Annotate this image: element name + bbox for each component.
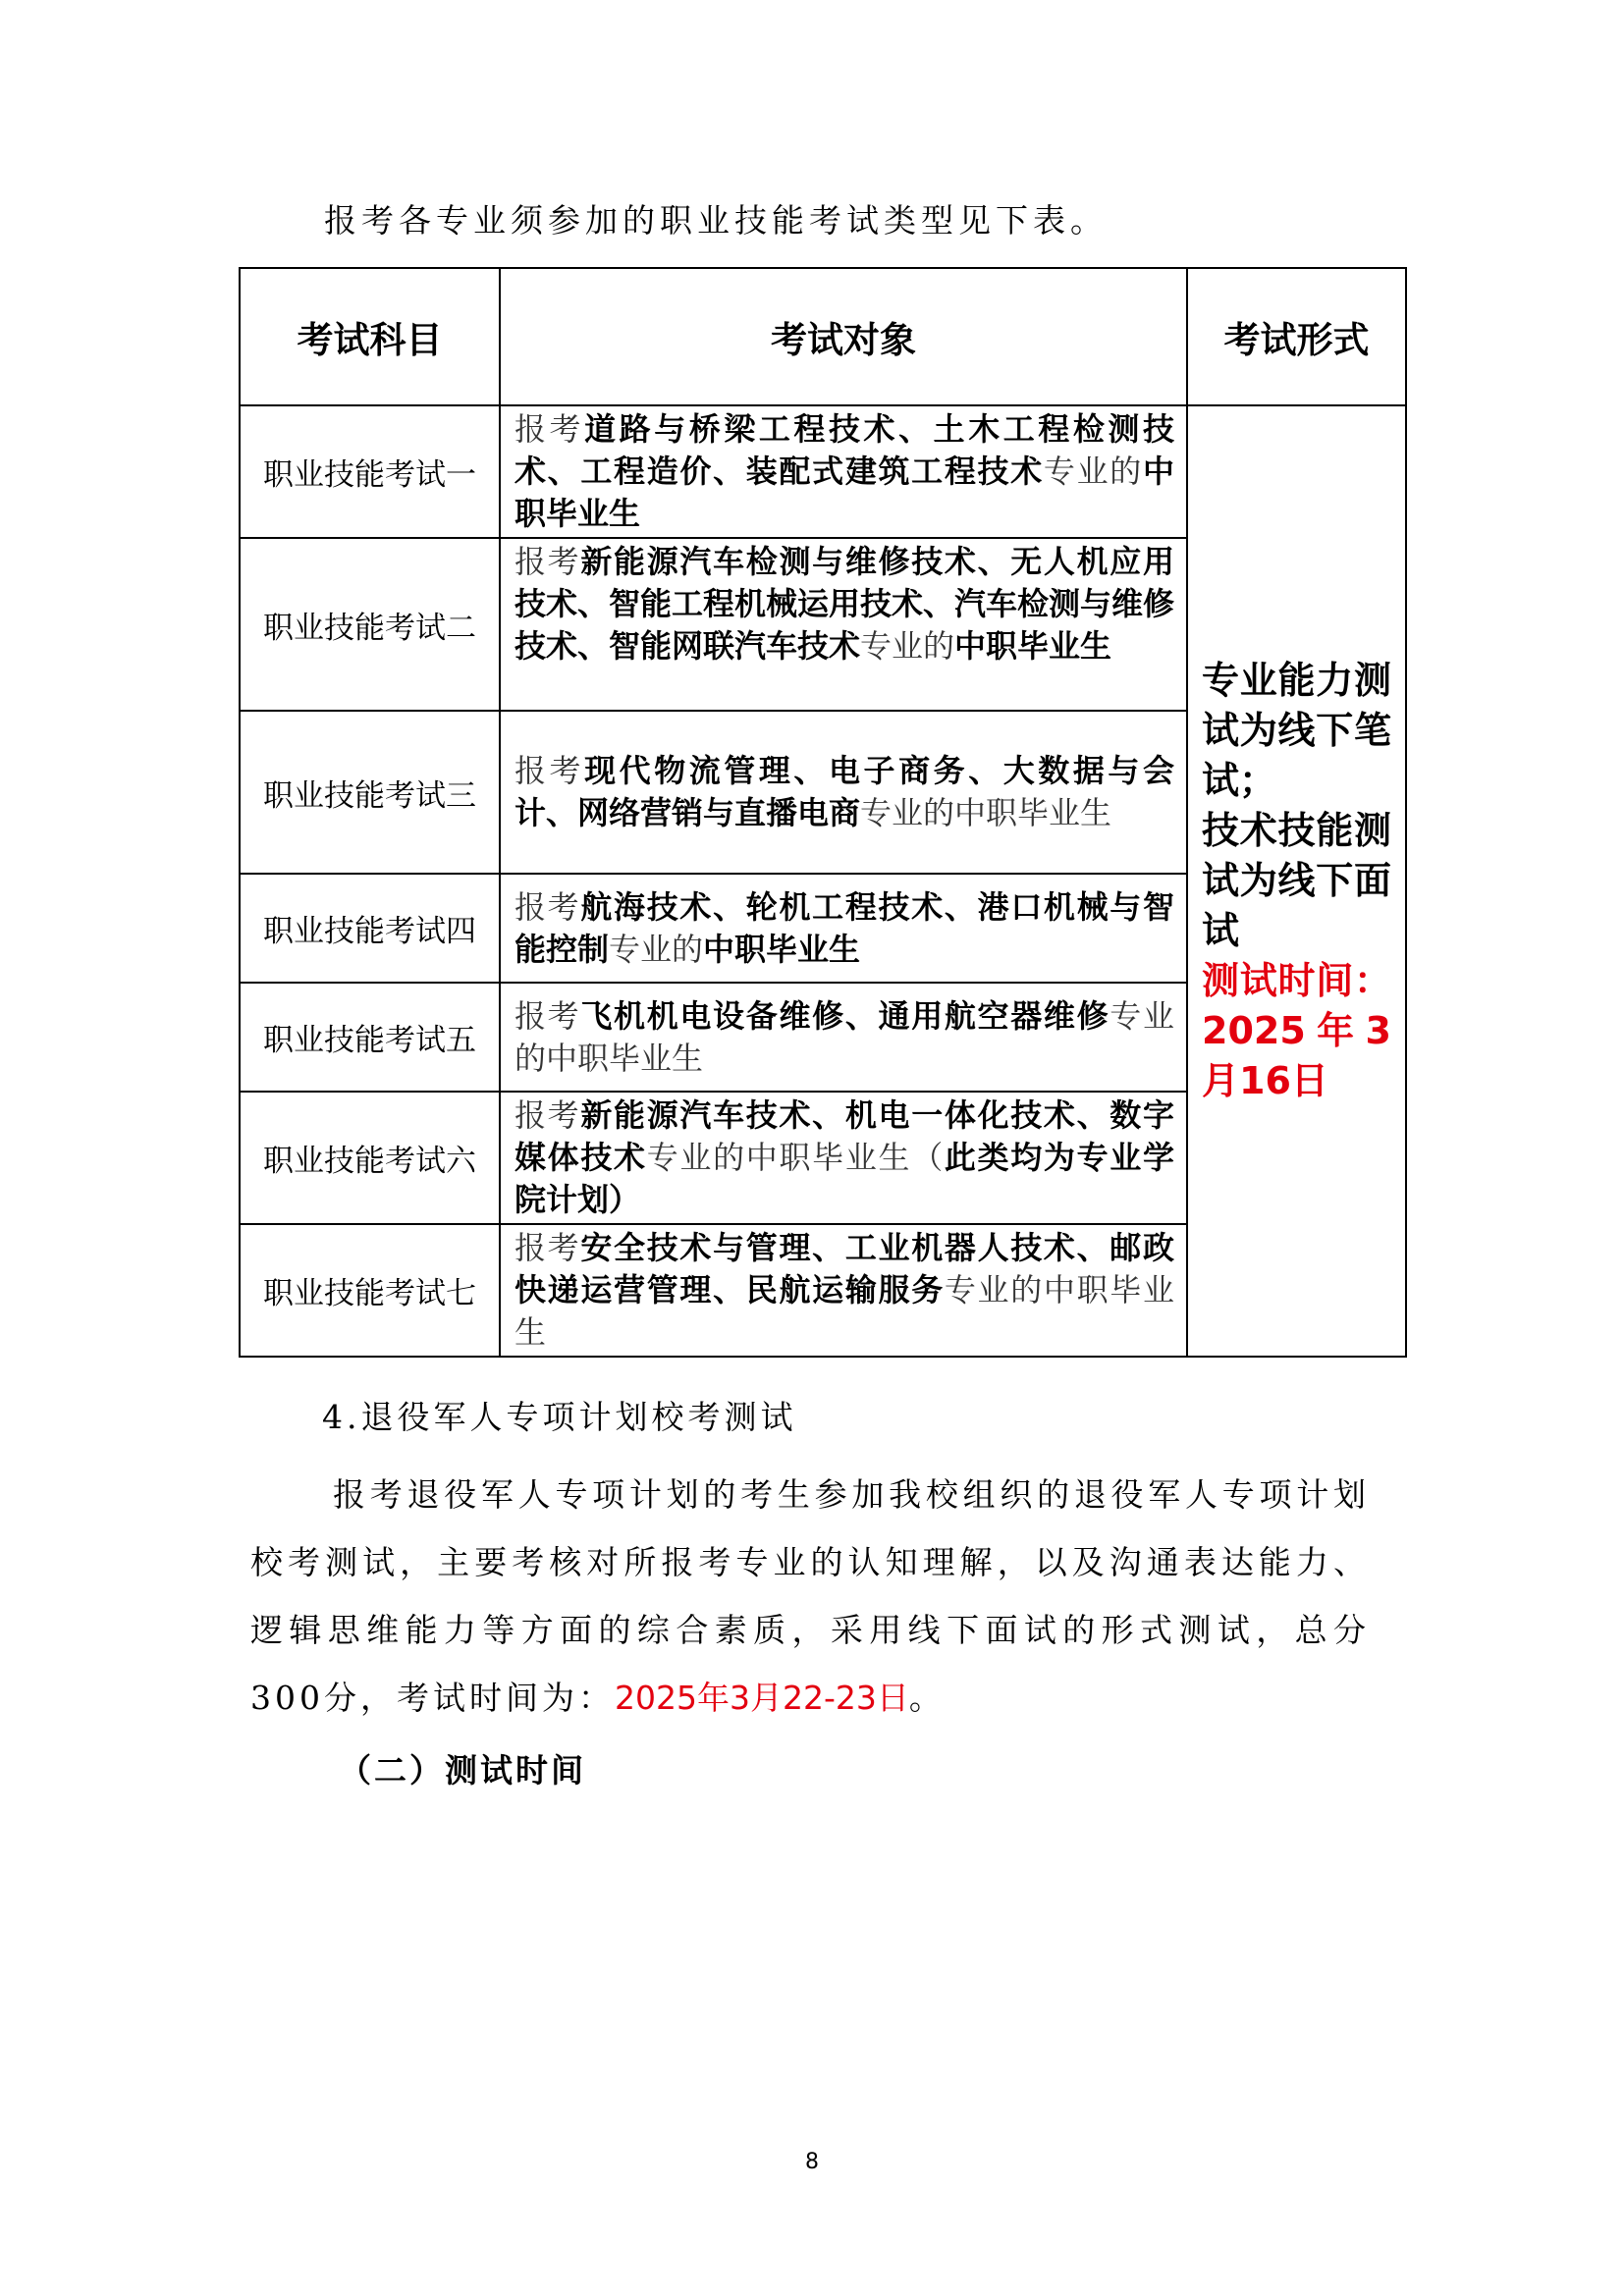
target-majors: 新能源汽车技术、机电一体化技术、数字媒体技术: [514, 1096, 1174, 1176]
target-prefix: 报考: [514, 543, 581, 580]
target-suffix: 专业的: [609, 930, 704, 968]
target-suffix: 专业的中职毕业生: [514, 1271, 1174, 1351]
target-prefix: 报考: [514, 1096, 581, 1134]
exam-target: [500, 405, 1187, 538]
target-majors: 飞机机电设备维修、通用航空器维修: [580, 996, 1110, 1035]
target-suffix: 专业的: [860, 627, 955, 665]
target-prefix: 报考: [514, 996, 581, 1035]
target-tail: 中职毕业生: [703, 930, 861, 968]
target-prefix: 报考: [514, 752, 585, 789]
section-two-heading: （二）测试时间: [339, 1751, 586, 1789]
paragraph-end: 。: [908, 1679, 946, 1717]
header-form: 考试形式: [1187, 268, 1406, 405]
table-header-row: [240, 268, 1406, 405]
target-tail: 此类均为专业学院计划）: [514, 1139, 1174, 1218]
target-prefix: 报考: [514, 887, 581, 926]
exam-target: [500, 538, 1187, 711]
target-majors: 道路与桥梁工程技术、土木工程检测技术、工程造价、装配式建筑工程技术: [514, 410, 1174, 490]
target-suffix: 专业的中职毕业生: [514, 996, 1174, 1077]
exam-subject: 职业技能考试七: [240, 1224, 500, 1357]
target-tail: 中职毕业生: [954, 627, 1112, 665]
target-majors: 新能源汽车检测与维修技术、无人机应用技术、智能工程机械运用技术、汽车检测与维修技术、智能网联汽车技术: [514, 543, 1175, 665]
exam-subject: 职业技能考试一: [240, 405, 500, 538]
target-suffix: 专业的中职毕业生（: [646, 1139, 945, 1176]
section-4-heading: 4.退役军人专项计划校考测试: [322, 1398, 797, 1436]
exam-target: [500, 711, 1187, 874]
page-number: 8: [805, 2150, 819, 2174]
section-4-paragraph: [250, 1461, 1370, 1732]
target-prefix: 报考: [514, 1229, 581, 1266]
exam-subject: 职业技能考试五: [240, 983, 500, 1092]
form-written-test: 专业能力测试为线下笔试；: [1202, 659, 1391, 802]
table-row: [240, 405, 1406, 538]
intro-text: 报考各专业须参加的职业技能考试类型见下表。: [324, 201, 1108, 240]
exam-target: [500, 983, 1187, 1092]
target-majors: 安全技术与管理、工业机器人技术、邮政快递运营管理、民航运输服务: [514, 1229, 1174, 1308]
exam-form-cell: [1187, 405, 1406, 1357]
exam-subject: 职业技能考试四: [240, 874, 500, 983]
exam-target: [500, 1092, 1187, 1224]
header-subject: 考试科目: [240, 268, 500, 405]
target-suffix: 专业的中职毕业生: [860, 794, 1112, 831]
target-prefix: 报考: [514, 410, 585, 448]
target-suffix: 专业的: [1043, 453, 1143, 490]
target-tail: 中职毕业生: [514, 453, 1174, 532]
exam-type-table: [239, 267, 1407, 1358]
exam-subject: 职业技能考试六: [240, 1092, 500, 1224]
exam-target: [500, 1224, 1187, 1357]
exam-date: 2025年3月22-23日: [615, 1679, 909, 1717]
exam-subject: 职业技能考试二: [240, 538, 500, 711]
exam-subject: 职业技能考试三: [240, 711, 500, 874]
form-interview-test: 技术技能测试为线下面试: [1202, 809, 1391, 952]
exam-target: [500, 874, 1187, 983]
header-target: 考试对象: [500, 268, 1187, 405]
form-test-time: 测试时间：2025年3月16日: [1202, 959, 1391, 1102]
target-majors: 现代物流管理、电子商务、大数据与会计、网络营销与直播电商: [514, 752, 1174, 831]
target-majors: 航海技术、轮机工程技术、港口机械与智能控制: [514, 887, 1174, 968]
paragraph-main-text: 报考退役军人专项计划的考生参加我校组织的退役军人专项计划校考测试，主要考核对所报考专业的认知理解，以及沟通表达能力、逻辑思维能力等方面的综合素质，采用线下面试的形式测试，总分300分，考试时间为：: [250, 1475, 1370, 1717]
